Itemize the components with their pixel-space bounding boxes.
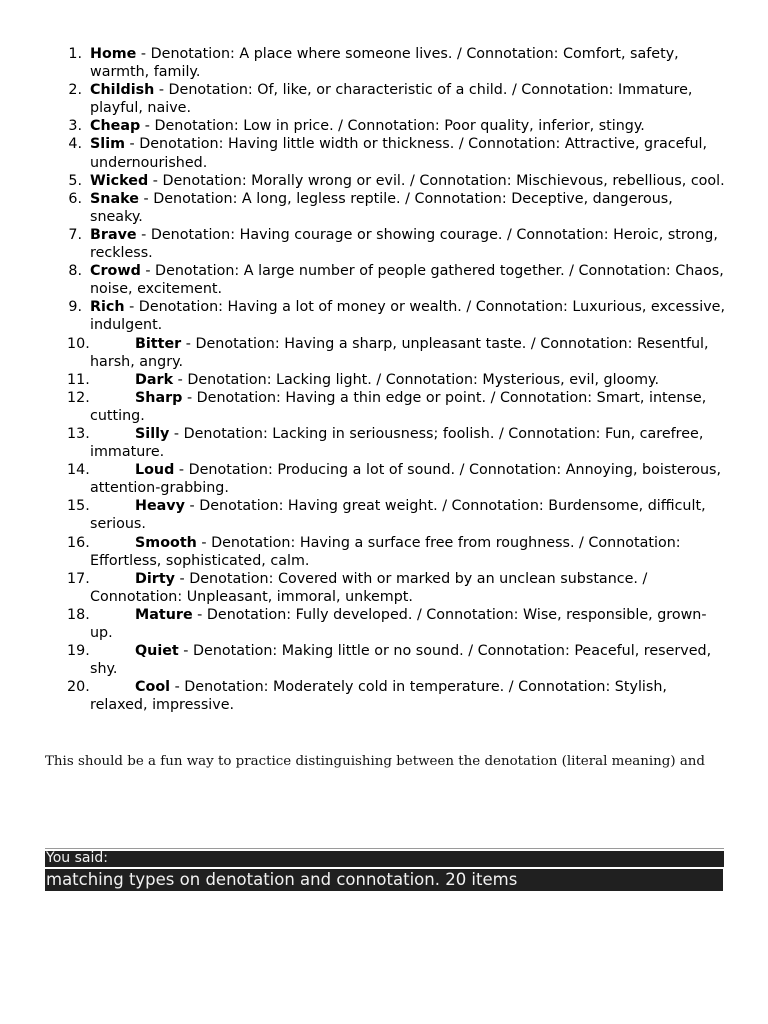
term: Quiet (135, 643, 179, 660)
list-item (45, 172, 725, 190)
list-item (45, 606, 725, 642)
list-item (45, 534, 725, 570)
term: Cheap (90, 118, 141, 135)
term: Snake (90, 190, 139, 207)
definition: - Denotation: A long, legless reptile. / Connotation: Deceptive, dangerous, sneaky. (90, 190, 673, 225)
list-item (45, 81, 725, 117)
definition: - Denotation: Producing a lot of sound. / Connotation: Annoying, boisterous, attention-grabbing. (90, 462, 722, 497)
definition: - Denotation: Having great weight. / Connotation: Burdensome, difficult, serious. (90, 498, 706, 533)
closing-paragraph: This should be a fun way to practice distinguishing between the denotation (literal meaning) and (45, 754, 705, 769)
item-number: 2. (68, 82, 82, 99)
chat-divider (45, 848, 724, 849)
item-number: 1. (68, 46, 82, 62)
item-number: 16. (67, 534, 90, 551)
item-number: 20. (67, 679, 90, 696)
term: Rich (90, 299, 125, 316)
item-number: 4. (68, 136, 82, 153)
definition: - Denotation: Lacking in seriousness; foolish. / Connotation: Fun, carefree, immature. (90, 425, 704, 461)
definition: - Denotation: Having a thin edge or point. / Connotation: Smart, intense, cutting. (90, 389, 707, 424)
definition: - Denotation: Having a lot of money or wealth. / Connotation: Luxurious, excessive, indulgent. (90, 299, 725, 334)
user-message: matching types on denotation and connotation. 20 items (45, 869, 723, 891)
definition: - Denotation: Having a surface free from roughness. / Connotation: Effortless, sophisticated, calm. (90, 534, 681, 569)
item-number: 10. (67, 335, 90, 352)
definition: - Denotation: Morally wrong or evil. / Connotation: Mischievous, rebellious, cool. (148, 172, 725, 189)
item-number: 7. (68, 226, 82, 243)
you-said-label: You said: (45, 851, 724, 867)
definition: - Denotation: Having courage or showing courage. / Connotation: Heroic, strong, reckless. (90, 226, 718, 262)
definition: - Denotation: Moderately cold in temperature. / Connotation: Stylish, relaxed, impressive. (90, 679, 667, 714)
term: Bitter (135, 335, 182, 352)
term: Silly (135, 425, 170, 442)
item-number: 3. (68, 118, 82, 135)
item-number: 14. (67, 462, 90, 479)
term: Cool (135, 679, 171, 696)
item-number: 13. (67, 425, 90, 442)
term: Sharp (135, 389, 183, 406)
item-number: 11. (67, 371, 90, 388)
term: Heavy (135, 498, 185, 515)
list-item (45, 461, 725, 497)
item-number: 8. (68, 263, 82, 280)
item-number: 17. (67, 570, 90, 587)
term: Crowd (90, 263, 141, 280)
term: Mature (135, 606, 193, 623)
list-item (45, 497, 725, 533)
definition: - Denotation: Having a sharp, unpleasant taste. / Connotation: Resentful, harsh, angry. (90, 335, 709, 370)
item-number: 6. (68, 190, 82, 207)
item-number: 19. (67, 643, 90, 660)
definition: - Denotation: Making little or no sound. / Connotation: Peaceful, reserved, shy. (90, 643, 712, 678)
term: Smooth (135, 534, 197, 551)
term: Brave (90, 226, 137, 243)
list-item (45, 425, 725, 461)
definition: - Denotation: Covered with or marked by an unclean substance. / Connotation: Unpleasant, immoral, unkempt. (90, 570, 648, 605)
term: Childish (90, 82, 155, 99)
definition: - Denotation: Of, like, or characteristic of a child. / Connotation: Immature, playful, naive. (90, 82, 693, 117)
list-item (45, 678, 725, 714)
list-item (45, 642, 725, 678)
list-item (45, 371, 725, 389)
term: Slim (90, 136, 125, 153)
item-number: 9. (68, 299, 82, 316)
term: Wicked (90, 172, 149, 189)
term: Dark (135, 371, 174, 388)
list-item (45, 335, 725, 371)
definition: - Denotation: Low in price. / Connotation: Poor quality, inferior, stingy. (140, 118, 645, 135)
list-item (45, 298, 725, 334)
item-number: 12. (67, 389, 90, 406)
list-item (45, 135, 725, 171)
list-item (45, 262, 725, 298)
word-list (45, 45, 725, 714)
definition: - Denotation: Having little width or thickness. / Connotation: Attractive, graceful, undernourished. (90, 136, 708, 171)
term: Home (90, 46, 137, 62)
list-item (45, 45, 725, 81)
item-number: 15. (67, 498, 90, 515)
list-item (45, 117, 725, 135)
list-item (45, 570, 725, 606)
term: Loud (135, 462, 175, 479)
item-number: 18. (67, 606, 90, 623)
list-item (45, 190, 725, 226)
definition: - Denotation: Lacking light. / Connotation: Mysterious, evil, gloomy. (173, 371, 659, 388)
item-number: 5. (68, 172, 82, 189)
definition: - Denotation: A large number of people gathered together. / Connotation: Chaos, noise, excitement. (90, 263, 724, 298)
term: Dirty (135, 570, 175, 587)
definition: - Denotation: Fully developed. / Connotation: Wise, responsible, grown-up. (90, 606, 707, 641)
definition: - Denotation: A place where someone lives. / Connotation: Comfort, safety, warmth, family. (90, 46, 679, 81)
list-item (45, 389, 725, 425)
list-item (45, 226, 725, 262)
